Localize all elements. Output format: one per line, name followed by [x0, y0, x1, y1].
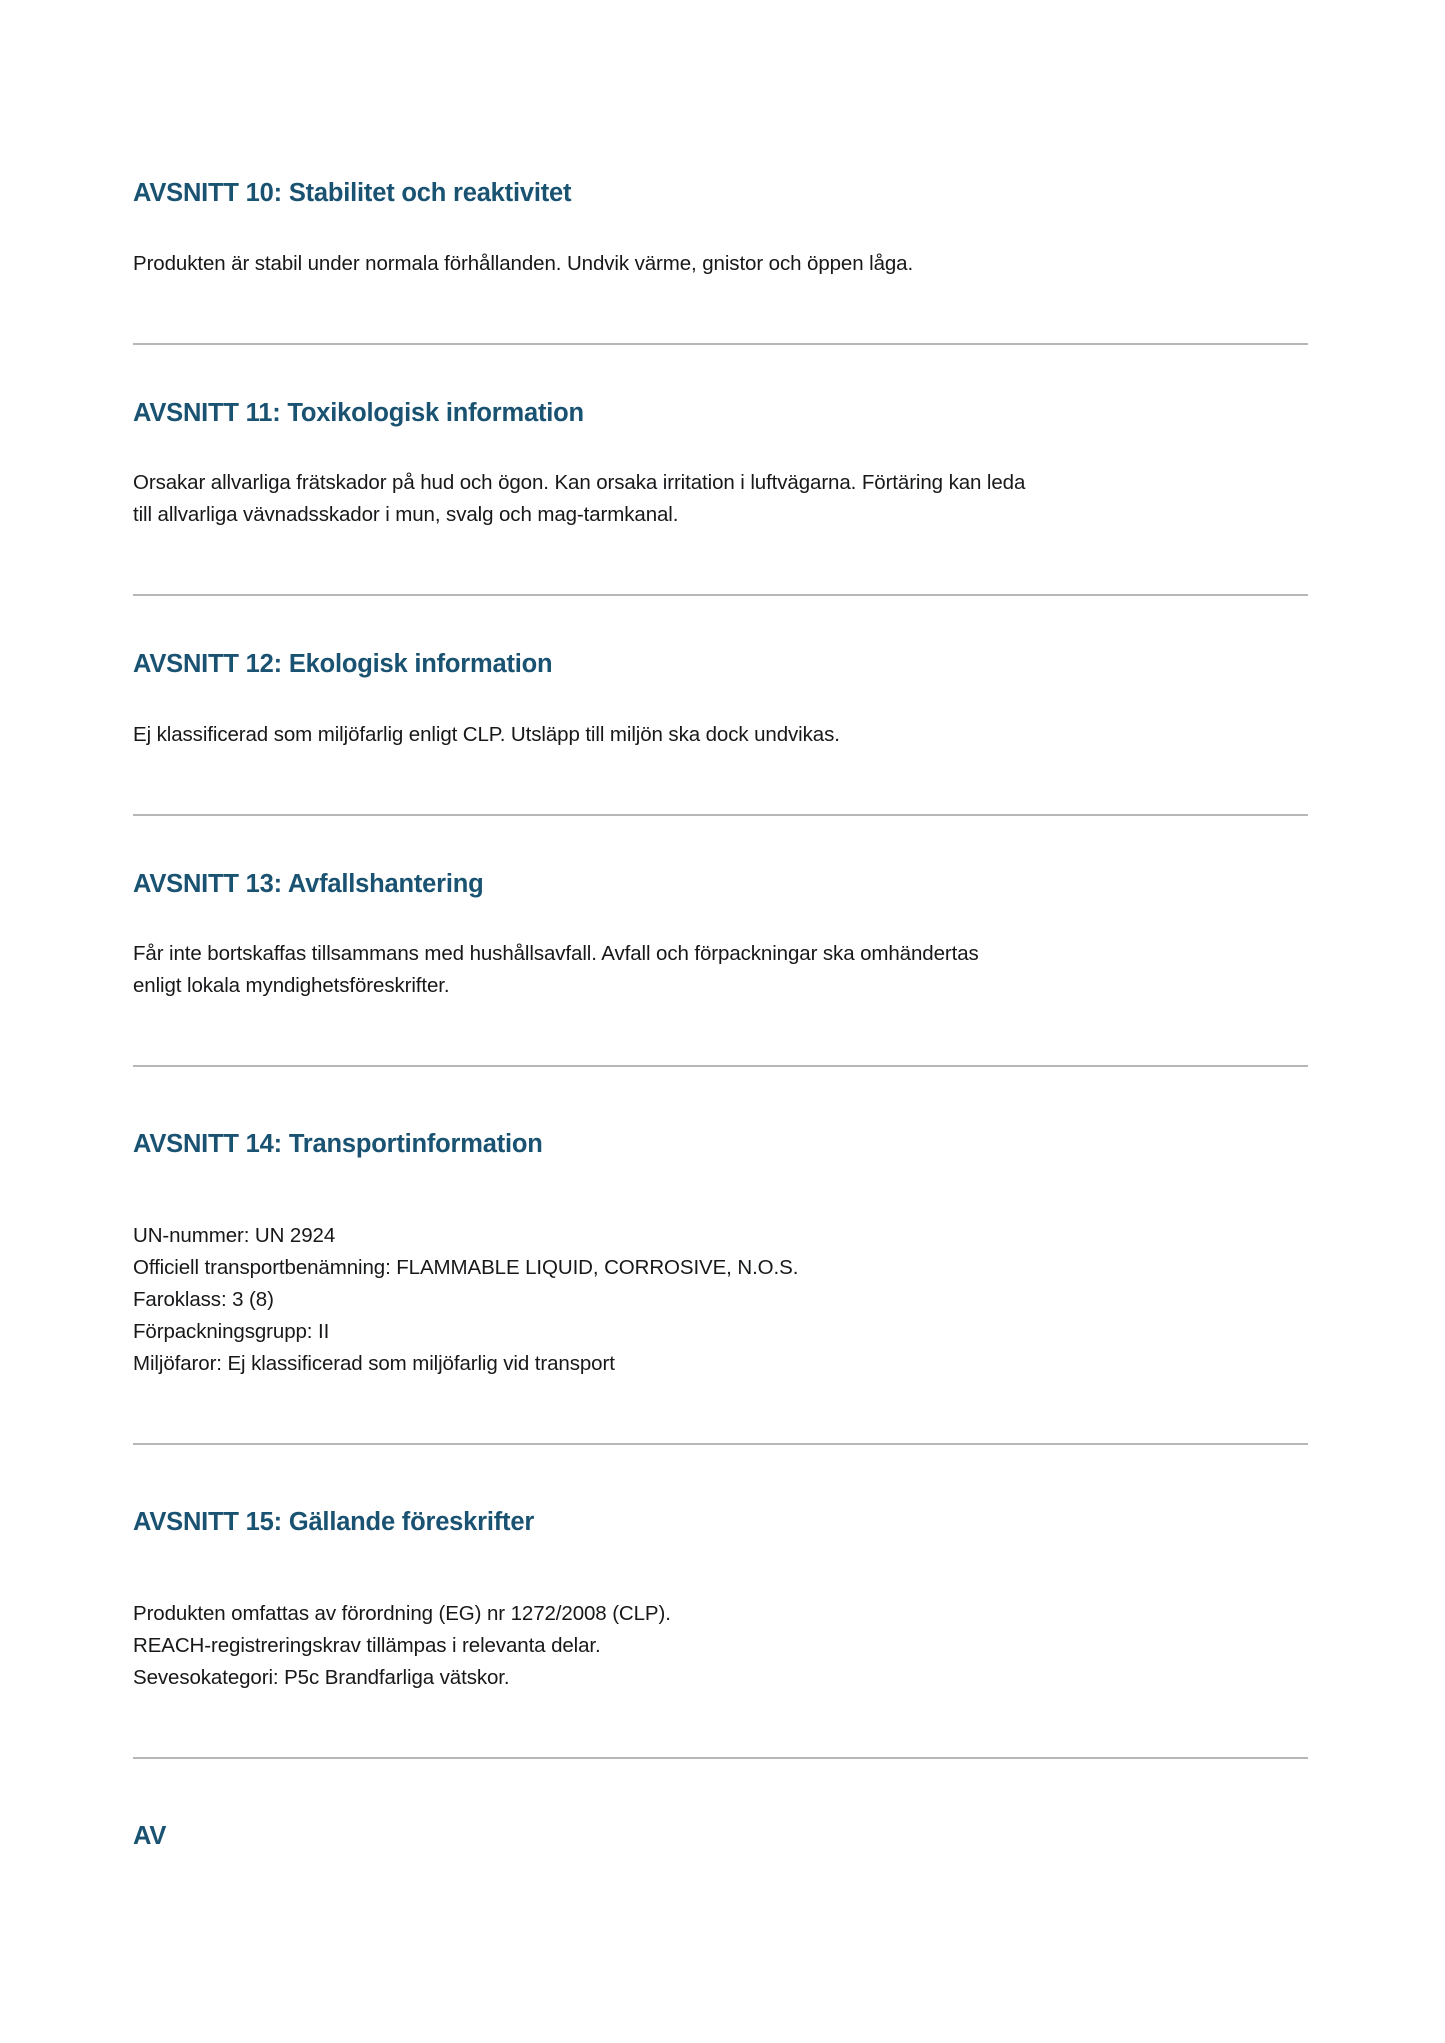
body-line-packing-group: Förpackningsgrupp: II — [133, 1319, 330, 1343]
spacer — [133, 680, 1308, 719]
section-avsnitt-11 — [133, 398, 1308, 532]
section-heading-avsnitt-12: AVSNITT 12: Ekologisk information — [133, 650, 553, 679]
section-heading-avsnitt-10: AVSNITT 10: Stabilitet och reaktivitet — [133, 179, 572, 207]
body-line: Orsakar allvarliga frätskador på hud och ögon. Kan orsaka irritation i luftvägarna. Förtäring kan leda — [133, 471, 1026, 495]
spacer — [133, 428, 1308, 467]
section-avsnitt-10 — [133, 0, 1308, 280]
section-body-avsnitt-10 — [133, 248, 1293, 280]
spacer — [133, 209, 1308, 248]
document-content — [133, 0, 1308, 1851]
spacer — [133, 899, 1308, 938]
section-heading-truncated: AV — [133, 1821, 167, 1850]
section-body-avsnitt-12 — [133, 719, 1293, 751]
spacer — [133, 1445, 1308, 1507]
section-body-avsnitt-14 — [133, 1220, 1293, 1380]
spacer — [133, 531, 1308, 594]
spacer — [133, 1538, 1308, 1598]
spacer — [133, 751, 1308, 814]
body-line-environmental-hazards: Miljöfaror: Ej klassificerad som miljöfarlig vid transport — [133, 1351, 615, 1375]
spacer — [133, 280, 1308, 343]
body-line-un-number: UN-nummer: UN 2924 — [133, 1223, 336, 1247]
body-line-regulation: Produkten omfattas av förordning (EG) nr 1272/2008 (CLP). — [133, 1601, 671, 1625]
body-line-reach: REACH-registreringskrav tillämpas i relevanta delar. — [133, 1633, 601, 1657]
body-line: enligt lokala myndighetsföreskrifter. — [133, 974, 450, 998]
spacer — [133, 1759, 1308, 1821]
body-line: Ej klassificerad som miljöfarlig enligt CLP. Utsläpp till miljön ska dock undvikas. — [133, 722, 840, 746]
body-line: till allvarliga vävnadsskador i mun, svalg och mag-tarmkanal. — [133, 503, 679, 527]
section-avsnitt-15 — [133, 1507, 1308, 1694]
section-avsnitt-13 — [133, 869, 1308, 1003]
spacer — [133, 1002, 1308, 1065]
body-line: Får inte bortskaffas tillsammans med hushållsavfall. Avfall och förpackningar ska omhändertas — [133, 942, 979, 966]
body-line-seveso: Sevesokategori: P5c Brandfarliga vätskor. — [133, 1665, 510, 1689]
spacer — [133, 596, 1308, 649]
spacer — [133, 1380, 1308, 1443]
section-body-avsnitt-15 — [133, 1598, 1293, 1694]
body-line-hazard-class: Faroklass: 3 (8) — [133, 1287, 274, 1311]
spacer — [133, 1067, 1308, 1129]
section-heading-avsnitt-11: AVSNITT 11: Toxikologisk information — [133, 398, 584, 427]
section-avsnitt-14 — [133, 1129, 1308, 1380]
section-heading-avsnitt-13: AVSNITT 13: Avfallshantering — [133, 869, 484, 898]
spacer — [133, 1694, 1308, 1757]
spacer — [133, 816, 1308, 869]
section-avsnitt-12 — [133, 649, 1308, 751]
body-line: Produkten är stabil under normala förhållanden. Undvik värme, gnistor och öppen låga. — [133, 251, 914, 275]
section-heading-avsnitt-14: AVSNITT 14: Transportinformation — [133, 1130, 543, 1159]
spacer — [133, 345, 1308, 398]
body-line-proper-shipping-name: Officiell transportbenämning: FLAMMABLE LIQUID, CORROSIVE, N.O.S. — [133, 1255, 799, 1279]
section-heading-avsnitt-15: AVSNITT 15: Gällande föreskrifter — [133, 1507, 535, 1536]
section-body-avsnitt-13 — [133, 938, 1293, 1002]
spacer — [133, 1160, 1308, 1220]
section-body-avsnitt-11 — [133, 467, 1293, 531]
